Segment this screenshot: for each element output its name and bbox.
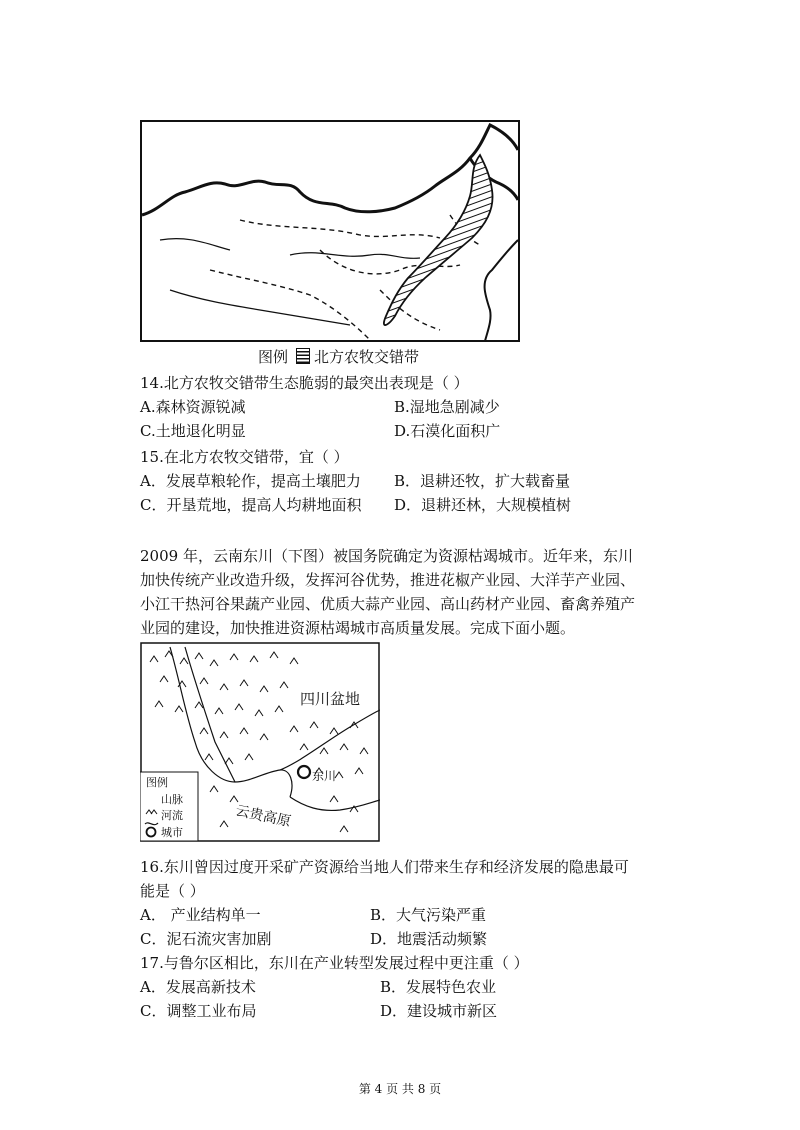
legend-item: 北方农牧交错带 [314,348,420,366]
figure1-legend [258,346,419,367]
city-marker-icon [298,766,310,778]
china-map-figure [140,120,520,342]
region-label-yungui: 云贵高原 [234,802,293,831]
q14-option-b[interactable]: B.湿地急剧减少 [394,398,500,416]
map2-legend-city: 城市 [161,826,183,839]
map2-legend-mountain: 山脉 [161,793,183,806]
q15-stem: 15.在北方农牧交错带，宜（ ） [140,448,349,466]
q17-option-d[interactable]: D．建设城市新区 [380,1002,498,1020]
q15-option-d[interactable]: D．退耕还林，大规模植树 [394,496,572,514]
q15-option-c[interactable]: C．开垦荒地，提高人均耕地面积 [140,496,362,514]
q17-stem: 17.与鲁尔区相比，东川在产业转型发展过程中更注重（ ） [140,954,529,972]
passage-line: 小江干热河谷果蔬产业园、优质大蒜产业园、高山药材产业园、畜禽养殖产 [140,595,636,613]
map2-legend-title: 图例 [146,776,168,789]
q16-option-c[interactable]: C．泥石流灾害加剧 [140,930,272,948]
legend-city-icon [147,828,156,837]
hatch-swatch-icon [296,348,310,364]
map2-legend-river: 河流 [161,809,183,822]
q15-option-a[interactable]: A．发展草粮轮作，提高土壤肥力 [140,472,361,490]
q16-stem-line1: 16.东川曾因过度开采矿产资源给当地人们带来生存和经济发展的隐患最可 [140,858,629,876]
city-label-dongchuan: 东川 [312,769,337,783]
q14-option-c[interactable]: C.土地退化明显 [140,422,246,440]
region-label-sichuan: 四川盆地 [300,690,361,708]
q14-option-d[interactable]: D.石漠化面积广 [394,422,501,440]
legend-title: 图例 [258,348,289,366]
q16-option-b[interactable]: B．大气污染严重 [370,906,487,924]
q14-option-a[interactable]: A.森林资源锐减 [140,398,246,416]
passage-line: 加快传统产业改造升级，发挥河谷优势，推进花椒产业园、大洋芋产业园、 [140,571,636,589]
passage-line: 业园的建设，加快推进资源枯竭城市高质量发展。完成下面小题。 [140,619,576,637]
q16-option-a[interactable]: A． 产业结构单一 [140,906,261,924]
q17-option-b[interactable]: B．发展特色农业 [380,978,497,996]
q14-stem: 14.北方农牧交错带生态脆弱的最突出表现是（ ） [140,374,469,392]
passage [140,544,670,640]
page-footer: 第 4 页 共 8 页 [358,1082,442,1096]
q17-option-c[interactable]: C．调整工业布局 [140,1002,257,1020]
passage-line: 2009 年，云南东川（下图）被国务院确定为资源枯竭城市。近年来，东川 [140,547,633,565]
q16-stem-line2: 能是（ ） [140,882,205,900]
q17-option-a[interactable]: A．发展高新技术 [140,978,256,996]
q16-option-d[interactable]: D．地震活动频繁 [370,930,488,948]
q15-option-b[interactable]: B．退耕还牧，扩大载畜量 [394,472,571,490]
